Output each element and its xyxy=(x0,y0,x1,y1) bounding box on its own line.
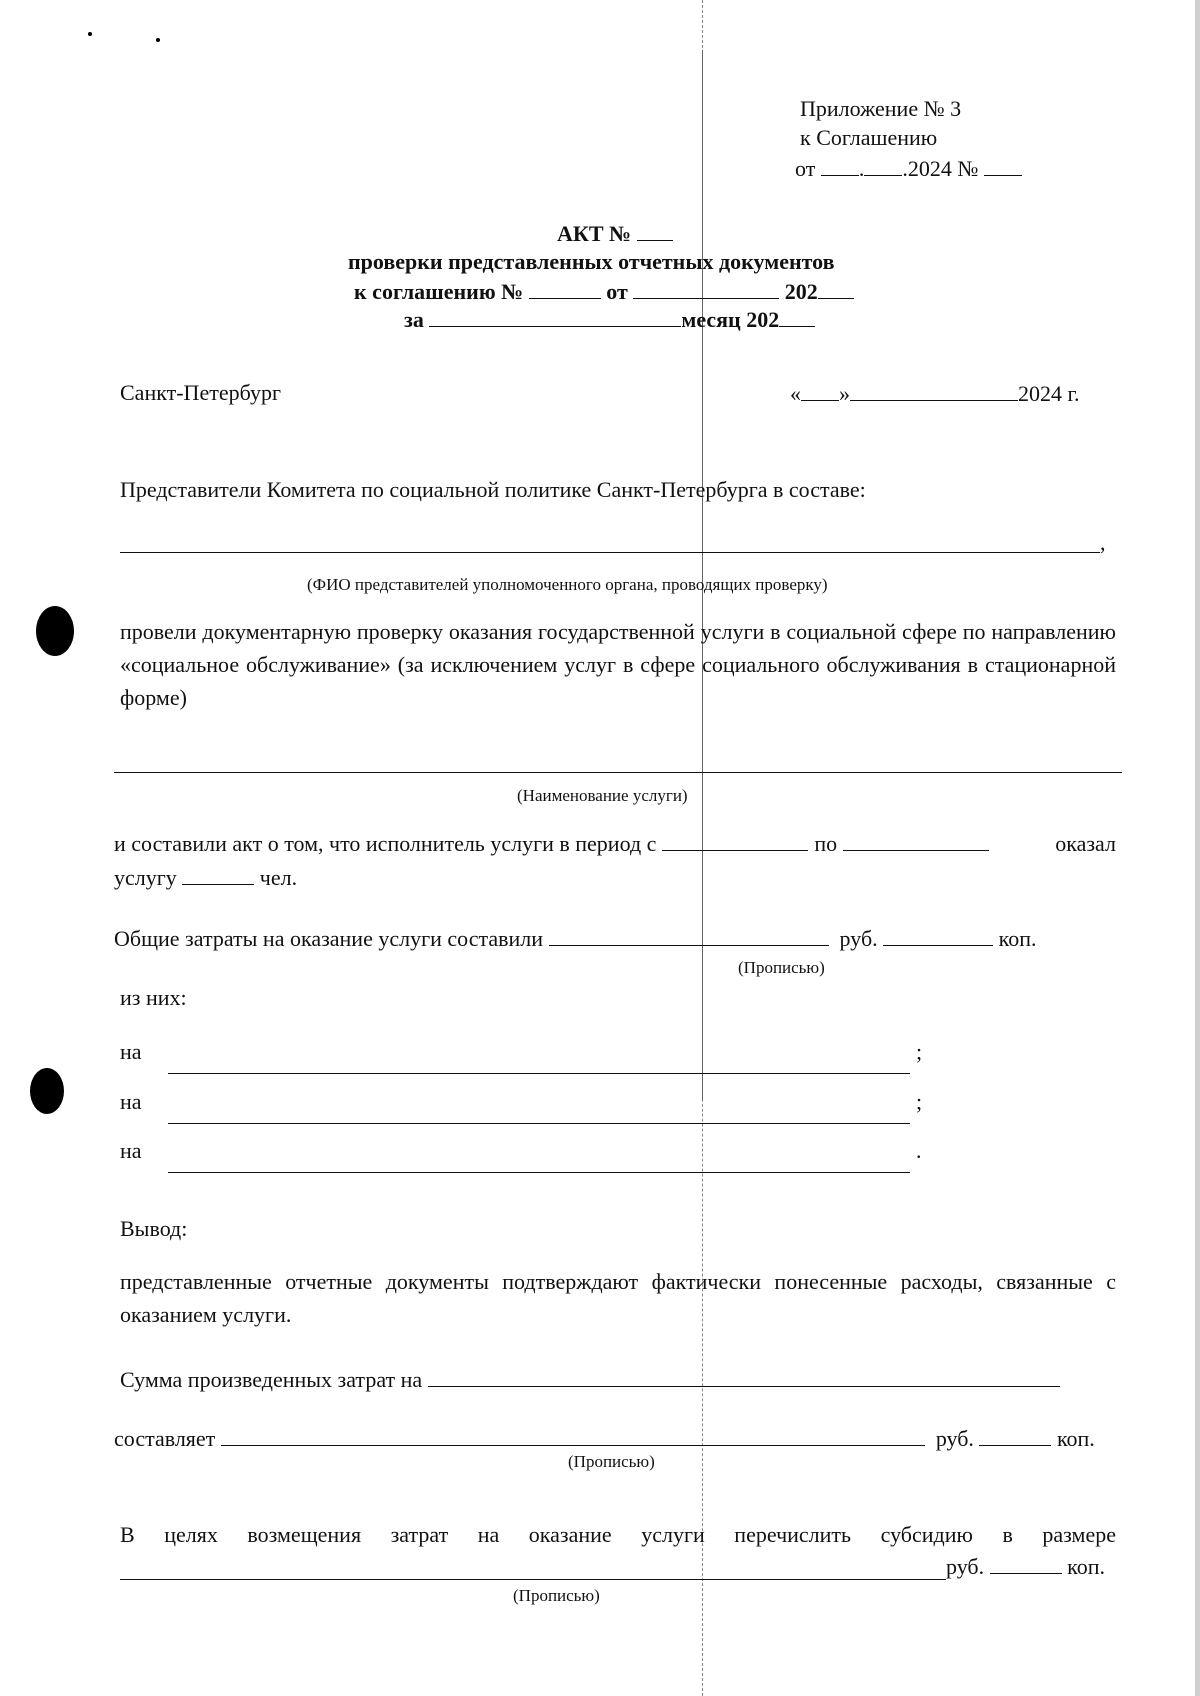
representatives-text: Представители Комитета по социальной политике Санкт-Петербурга в составе: xyxy=(120,477,866,502)
cost-item-end: ; xyxy=(916,1039,923,1064)
total-costs-line: Общие затраты на оказание услуги составили руб. коп. xyxy=(114,926,1037,951)
act-date: « » 2024 г. xyxy=(790,381,1080,406)
act-agreement-line: к соглашению № от 202 xyxy=(354,278,854,305)
city: Санкт-Петербург xyxy=(120,380,281,405)
representatives-blank xyxy=(120,552,1100,553)
service-caption: (Наименование услуги) xyxy=(517,786,688,805)
cost-item-blank xyxy=(168,1123,910,1124)
subsidy-caption: (Прописью) xyxy=(513,1586,600,1605)
appendix-agreement: к Соглашению xyxy=(800,125,938,150)
punch-hole xyxy=(30,1068,64,1114)
service-paragraph: провели документарную проверку оказания государственной услуги в социальной сфере по направлению «социальное обслуживание» (за исключением услуг в сфере социального обслуживания в стационарной форме) xyxy=(120,619,1116,710)
cost-item-blank xyxy=(168,1172,910,1173)
cost-item-prefix: на xyxy=(120,1039,142,1064)
scan-edge xyxy=(1195,0,1200,1696)
appendix-number: Приложение № 3 xyxy=(800,96,962,121)
act-subtitle: проверки представленных отчетных документов xyxy=(348,249,835,274)
total-costs-caption: (Прописью) xyxy=(738,958,825,977)
cost-item-end: . xyxy=(916,1138,922,1163)
period-line: и составили акт о том, что исполнитель услуги в период с по оказал xyxy=(114,831,1116,856)
cost-item-prefix: на xyxy=(120,1089,142,1114)
representatives-comma: , xyxy=(1100,530,1106,555)
conclusion-label: Вывод: xyxy=(120,1216,188,1241)
subsidy-blank xyxy=(120,1579,946,1580)
representatives-caption: (ФИО представителей уполномоченного органа, проводящих проверку) xyxy=(307,575,828,594)
service-name-blank xyxy=(114,772,1122,773)
act-title: АКТ № xyxy=(557,220,673,247)
act-period-line: за месяц 202 xyxy=(404,306,815,333)
scan-speck xyxy=(88,32,92,36)
cost-item-blank xyxy=(168,1073,910,1074)
scan-speck xyxy=(156,38,160,42)
cost-item-prefix: на xyxy=(120,1138,142,1163)
punch-hole xyxy=(36,606,74,656)
sum-amount-line: составляет руб. коп. xyxy=(114,1426,1095,1451)
cost-item-end: ; xyxy=(916,1089,923,1114)
subsidy-text: В целях возмещения затрат на оказание услуги перечислить субсидию в размере xyxy=(120,1522,1116,1547)
appendix-date: от . .2024 № xyxy=(795,155,1022,182)
sum-caption: (Прописью) xyxy=(568,1452,655,1471)
of-them-label: из них: xyxy=(120,985,187,1010)
appendix-date-prefix: от xyxy=(795,156,816,181)
conclusion-text: представленные отчетные документы подтверждают фактически понесенные расходы, связанные с оказанием услуги. xyxy=(120,1269,1116,1327)
period-line-2: услугу чел. xyxy=(114,865,298,890)
appendix-date-year: .2024 № xyxy=(902,156,979,181)
subsidy-amount: руб. коп. xyxy=(946,1554,1105,1579)
sum-line: Сумма произведенных затрат на xyxy=(120,1366,1060,1393)
